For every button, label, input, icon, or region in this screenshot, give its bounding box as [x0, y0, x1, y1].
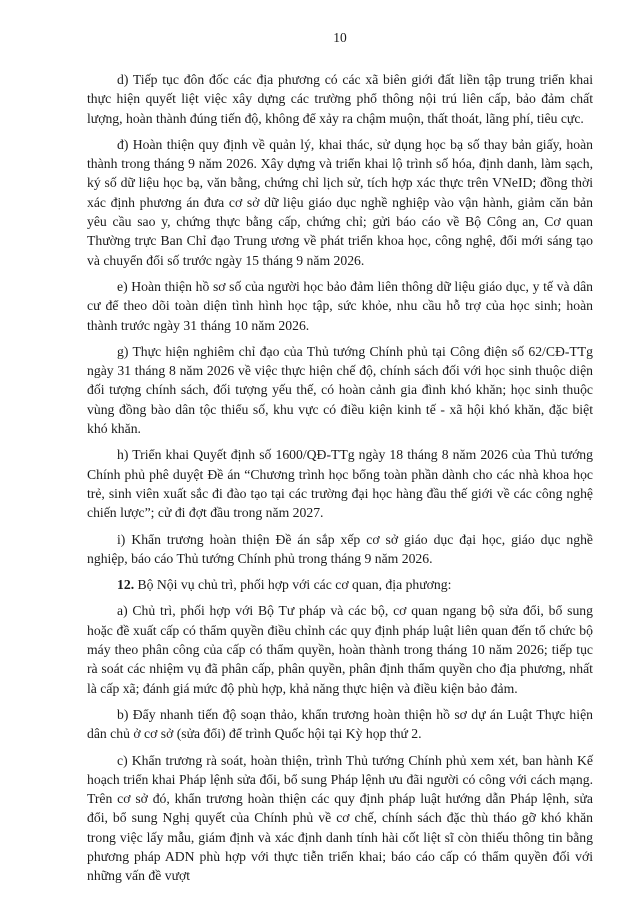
paragraph-g: g) Thực hiện nghiêm chỉ đạo của Thủ tướng Chính phủ tại Công điện số 62/CĐ-TTg ngày 31 tháng 8 năm 2026 về việc thực hiện chế độ, chính sách đối với học sinh thuộc diện đối tượng chính sách, đối tượng yếu thế, có hoàn cảnh gia đình khó khăn; học sinh thuộc vùng đồng bào dân tộc thiểu số, khu vực có điều kiện kinh tế - xã hội khó khăn, đặc biệt khó khăn. [87, 343, 593, 437]
section-12-heading [87, 575, 593, 594]
paragraph-i: i) Khẩn trương hoàn thiện Đề án sắp xếp cơ sở giáo dục đại học, giáo dục nghề nghiệp, báo cáo Thủ tướng Chính phủ trong tháng 9 năm 2026. [87, 531, 593, 566]
section-heading-text: Bộ Nội vụ chủ trì, phối hợp với các cơ quan, địa phương: [134, 577, 452, 593]
paragraph-h: h) Triển khai Quyết định số 1600/QĐ-TTg ngày 18 tháng 8 năm 2026 của Thủ tướng Chính phủ phê duyệt Đề án “Chương trình học bổng toàn phần dành cho các nhà khoa học trẻ, sinh viên xuất sắc đi đào tạo tại các trường đại học hàng đầu thế giới về các công nghệ chiến lược”; cử đi đợt đầu trong năm 2027. [87, 447, 593, 521]
paragraph-c: c) Khẩn trương rà soát, hoàn thiện, trình Thủ tướng Chính phủ xem xét, ban hành Kế hoạch triển khai Pháp lệnh sửa đổi, bổ sung Pháp lệnh ưu đãi người có công với cách mạng. Trên cơ sở đó, khẩn trương hoàn thiện các quy định pháp luật hướng dẫn Pháp lệnh, sửa đổi, bổ sung Nghị quyết của Chính phủ về cơ chế, chính sách đặc thù tháo gỡ khó khăn trong việc lấy mẫu, giám định và xác định danh tính hài cốt liệt sĩ còn thiếu thông tin bằng phương pháp ADN phù hợp với thực tiễn triển khai; báo cáo cấp có thẩm quyền đối với những vấn đề vượt [87, 752, 593, 884]
paragraph-dd: đ) Hoàn thiện quy định về quản lý, khai thác, sử dụng học bạ số thay bản giấy, hoàn thành trong tháng 9 năm 2026. Xây dựng và triển khai lộ trình số hóa, định danh, làm sạch, ký số dữ liệu học bạ, văn bằng, chứng chỉ lịch sử, tích hợp xác thực trên VNeID; đồng thời xác định phương án đưa cơ sở dữ liệu giáo dục nghề nghiệp vào vận hành, giảm căn bản yêu cầu sao y, chứng thực bằng cấp, chứng chỉ; gửi báo cáo về Bộ Công an, Cơ quan Thường trực Ban Chỉ đạo Trung ương về phát triển khoa học, công nghệ, đổi mới sáng tạo và chuyển đổi số trước ngày 15 tháng 9 năm 2026. [87, 136, 593, 268]
section-number: 12. [117, 577, 135, 593]
paragraph-d: d) Tiếp tục đôn đốc các địa phương có các xã biên giới đất liền tập trung triển khai thực hiện quyết liệt việc xây dựng các trường phổ thông nội trú liên cấp, bảo đảm chất lượng, hoàn thành đúng tiến độ, không để xảy ra chậm muộn, thất thoát, lãng phí, tiêu cực. [87, 72, 593, 126]
page-number: 10 [333, 30, 347, 45]
paragraph-b: b) Đẩy nhanh tiến độ soạn thảo, khẩn trương hoàn thiện hồ sơ dự án Luật Thực hiện dân chủ ở cơ sở (sửa đổi) để trình Quốc hội tại Kỳ họp thứ 2. [87, 706, 593, 742]
paragraph-a: a) Chủ trì, phối hợp với Bộ Tư pháp và các bộ, cơ quan ngang bộ sửa đổi, bổ sung hoặc đề xuất cấp có thẩm quyền điều chỉnh các quy định pháp luật liên quan đến tổ chức bộ máy theo phân công của cấp có thẩm quyền, hoàn thành trong tháng 10 năm 2026; tiếp tục rà soát các nhiệm vụ đã phân cấp, phân quyền, phân định thẩm quyền cho địa phương, nhất là cấp xã; đánh giá mức độ phù hợp, khả năng thực hiện và điều kiện bảo đảm. [87, 603, 593, 696]
paragraph-e: e) Hoàn thiện hồ sơ số của người học bảo đảm liên thông dữ liệu giáo dục, y tế và dân cư để theo dõi toàn diện tình hình học tập, sức khỏe, nhu cầu hỗ trợ của học sinh; hoàn thành trước ngày 31 tháng 10 năm 2026. [87, 278, 593, 333]
